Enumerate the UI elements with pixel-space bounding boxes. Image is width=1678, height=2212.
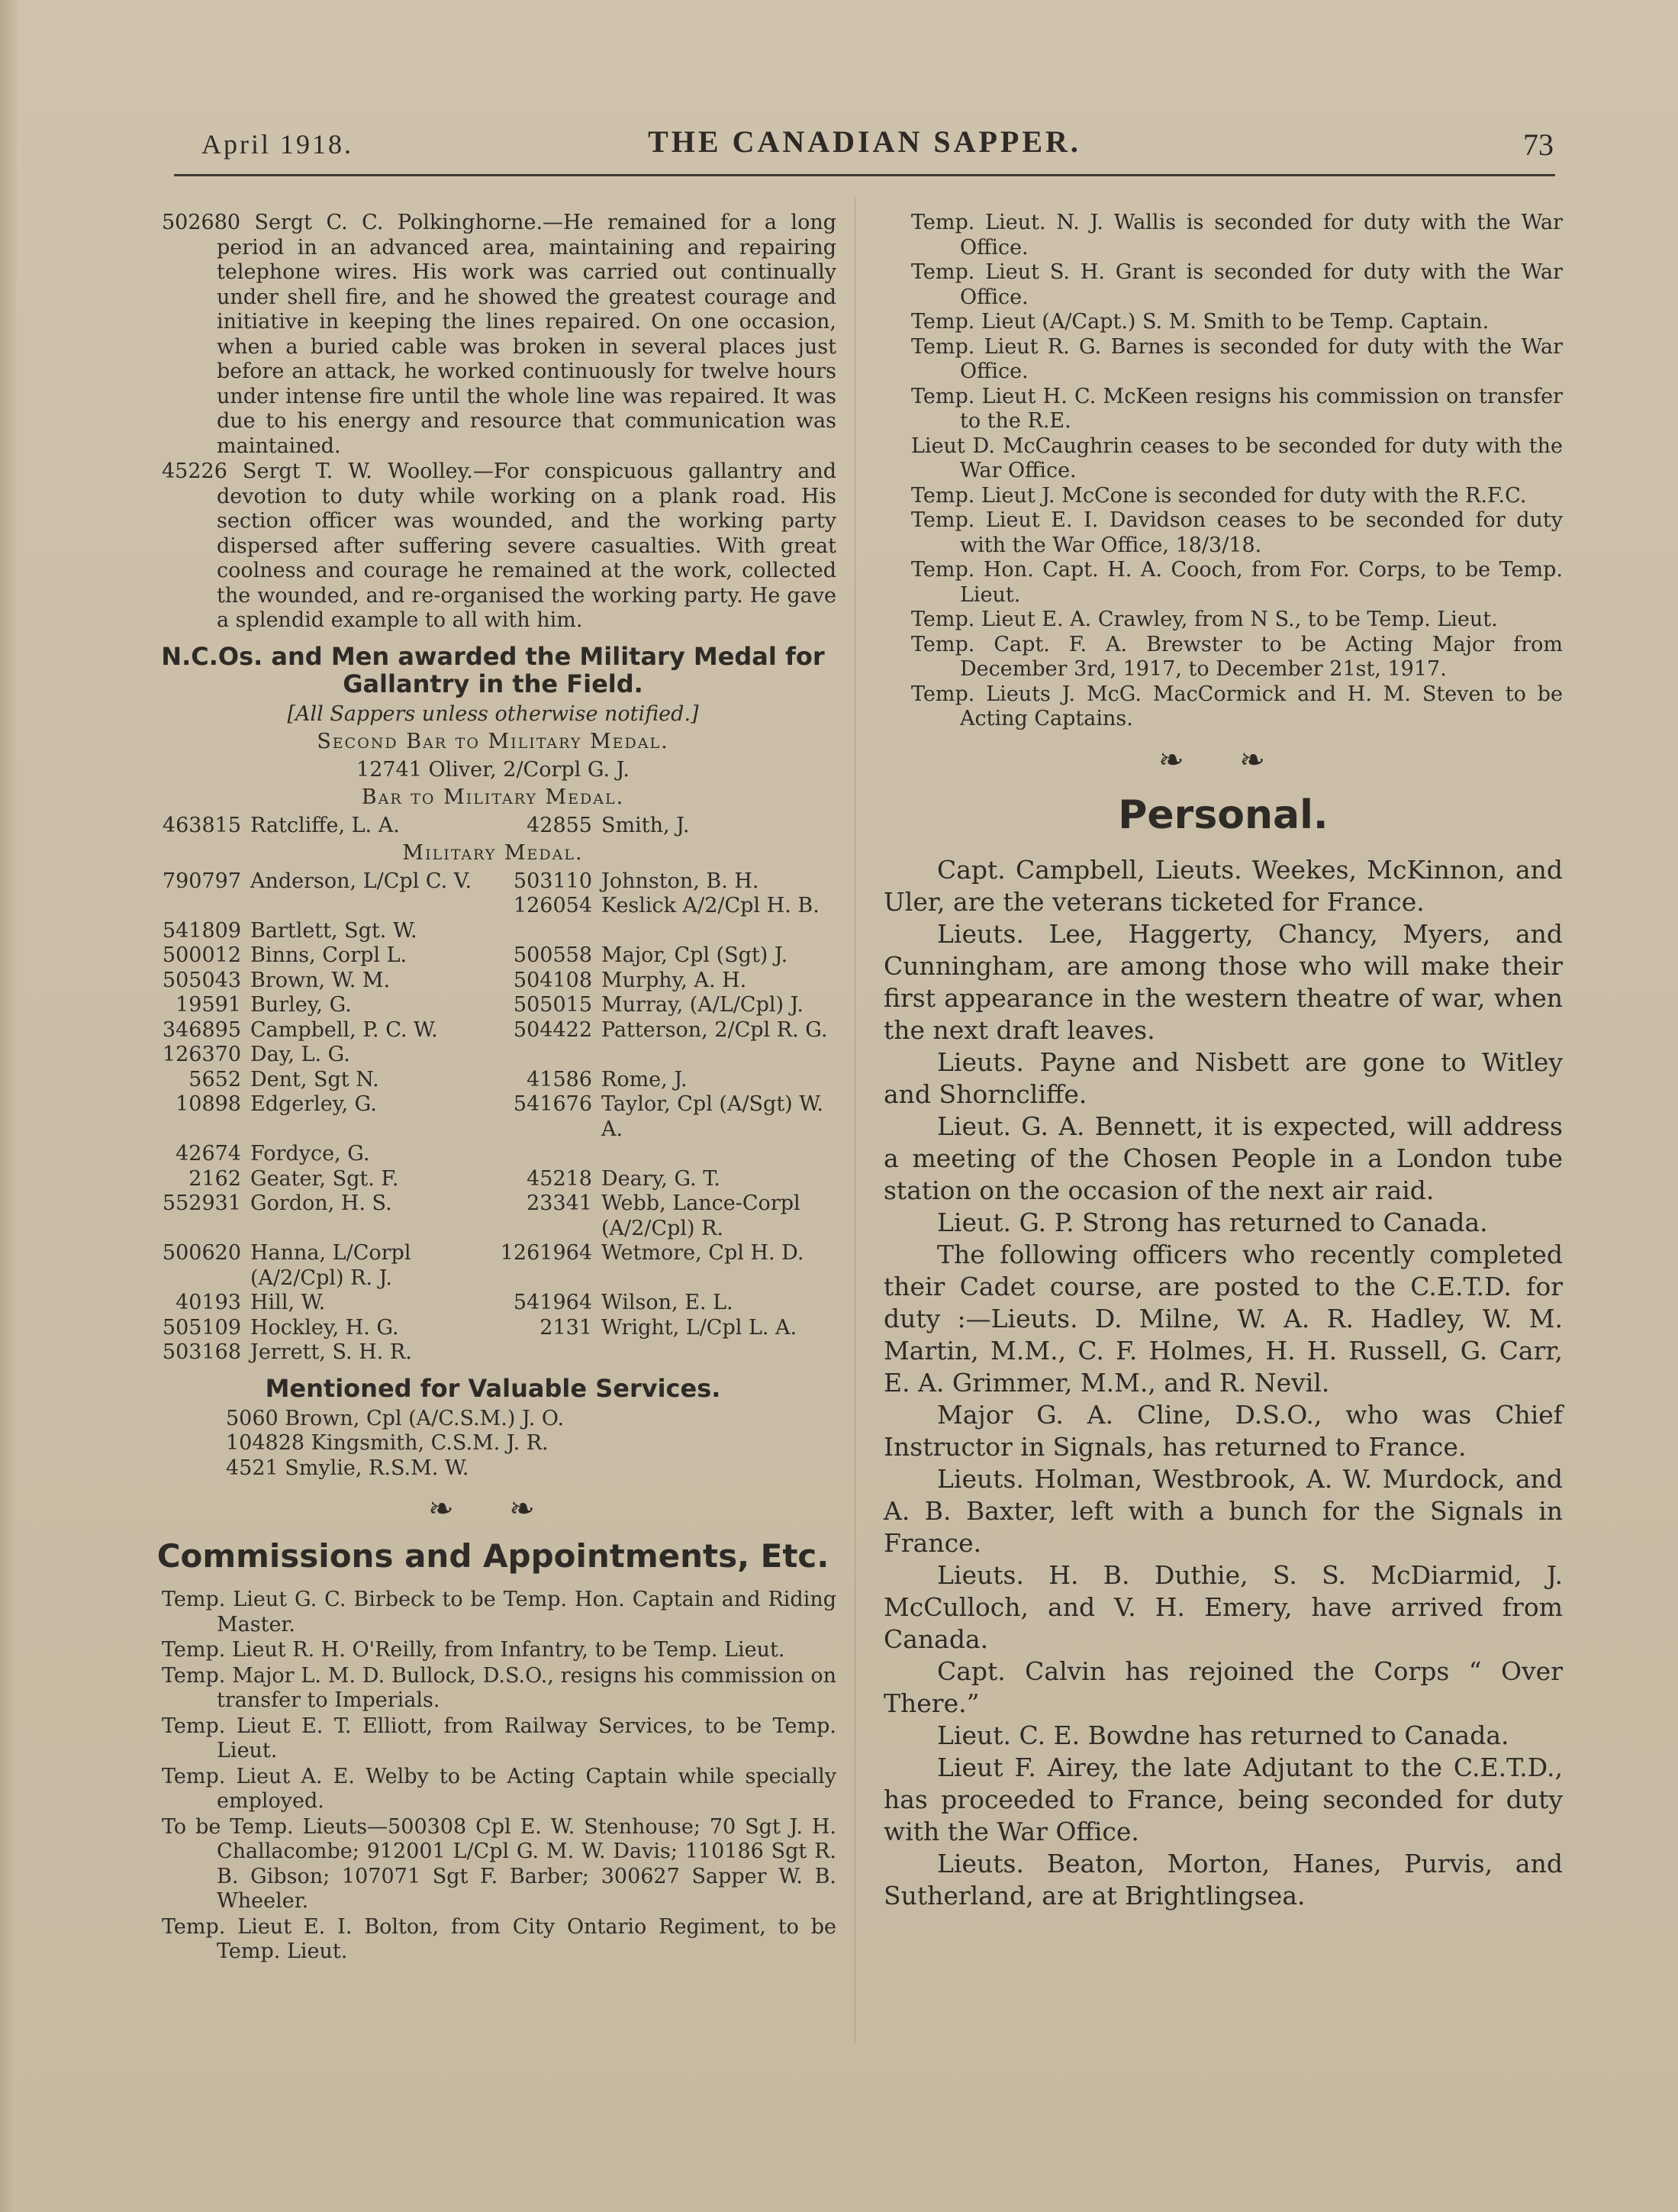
medal-cell-right (493, 919, 836, 944)
appointment-entry: Temp. Lieuts J. McG. MacCormick and H. M. Steven to be Acting Captains. (911, 682, 1563, 730)
recipient-name: Campbell, P. C. W. (250, 1017, 438, 1042)
recipient-name: Day, L. G. (250, 1043, 350, 1066)
service-number (493, 1340, 601, 1366)
personal-paragraph: Major G. A. Cline, D.S.O., who was Chief Instructor in Signals, has returned to France. (884, 1399, 1563, 1462)
appointment-entry: Temp. Lieut S. H. Grant is seconded for duty with the War Office. (911, 260, 1563, 309)
service-number: 126054 (513, 894, 592, 917)
recipient-name (601, 919, 836, 944)
service-number: 1261964 (500, 1241, 592, 1265)
service-number: 126370 (162, 1043, 241, 1066)
citation-polkinghorne: 502680 Sergt C. C. Polkinghorne.—He remained for a long period in an advanced area, maintaining and repairing telephone wires. His work was carried out continually under shell fire, and he showed the greatest courage and initiative in keeping the lines repaired. On one occasion, when a buried cable was broken in several places just before an attack, he worked continuously for twelve hours under intense fire until the whole line was repaired. It was due to his energy and resource that communication was maintained. (162, 211, 836, 458)
medal-cell-right (493, 993, 836, 1018)
appointment-entry: Temp. Lieut R. G. Barnes is seconded for duty with the War Office. (911, 334, 1563, 383)
commission-entry: Temp. Lieut A. E. Welby to be Acting Captain while specially employed. (162, 1764, 836, 1813)
appointment-entry: Temp. Lieut E. A. Crawley, from N S., to be Temp. Lieut. (911, 608, 1498, 631)
military-medal-heading: N.C.Os. and Men awarded the Military Medal for Gallantry in the Field. (161, 641, 825, 698)
recipient-name: Geater, Sgt. F. (250, 1166, 399, 1191)
personal-paragraph: The following officers who recently completed their Cadet course, are posted to the C.E.T.D. for duty :—Lieuts. D. Milne, W. A. R. Hadley, W. M. Martin, M.M., C. F. Holmes, H. H. Russell, G. Carr, E. A. Grimmer, M.M., and R. Nevil. (884, 1239, 1563, 1398)
recipient-name: Taylor, Cpl (A/Sgt) W. A. (601, 1092, 823, 1141)
medal-row (150, 1167, 836, 1192)
personal-paragraph: Capt. Campbell, Lieuts. Weekes, McKinnon, and Uler, are the veterans ticketed for France. (884, 854, 1563, 917)
service-number: 19591 (176, 993, 241, 1017)
header-rule (174, 174, 1555, 176)
recipient-name: Murray, (A/L/Cpl) J. (601, 993, 804, 1017)
service-number: 790797 (162, 869, 241, 893)
page-number: 73 (1523, 127, 1554, 162)
mentioned-entry: 104828 Kingsmith, C.S.M. J. R. (226, 1431, 549, 1455)
medal-cell-right (493, 1043, 836, 1068)
appointment-entry: Temp. Lieut H. C. McKeen resigns his commission on transfer to the R.E. (911, 384, 1563, 433)
appointment-entry: Temp. Lieut J. McCone is seconded for duty with the R.F.C. (911, 483, 1527, 508)
service-number: 40193 (176, 1291, 241, 1314)
recipient-name: Johnston, B. H. (601, 869, 759, 893)
recipient-name: Hanna, L/Corpl (A/2/Cpl) R. J. (250, 1241, 411, 1290)
service-number: 505109 (162, 1315, 241, 1340)
medal-cell-left (150, 1340, 493, 1366)
personal-paragraph: Lieut F. Airey, the late Adjutant to the C.E.T.D., has proceeded to France, being seconded for duty with the War Office. (884, 1752, 1563, 1846)
personal-paragraph: Lieuts. Payne and Nisbett are gone to Witley and Shorncliffe. (884, 1046, 1563, 1109)
recipient-name: Murphy, A. H. (601, 968, 747, 992)
recipient-name (601, 1142, 836, 1167)
medal-row (150, 1018, 836, 1043)
second-bar-entry: 12741 Oliver, 2/Corpl G. J. (356, 757, 630, 782)
medal-cell-right (493, 814, 836, 839)
appointment-entry: Lieut D. McCaughrin ceases to be seconded for duty with the War Office. (911, 434, 1563, 482)
medal-heading: Military Medal. (402, 841, 584, 865)
appointments-list (884, 211, 1563, 732)
medal-row (150, 1291, 836, 1316)
recipient-name: Ratcliffe, L. A. (250, 813, 400, 837)
personal-paragraph: Lieuts. Holman, Westbrook, A. W. Murdock, and A. B. Baxter, left with a bunch for the Signals in France. (884, 1463, 1563, 1558)
service-number: 10898 (176, 1092, 241, 1116)
personal-paragraph: Lieuts. Beaton, Morton, Hanes, Purvis, and Sutherland, are at Brightlingsea. (884, 1848, 1563, 1911)
medal-row (150, 1092, 836, 1142)
service-number: 504422 (513, 1017, 592, 1042)
commission-entry: Temp. Lieut G. C. Birbeck to be Temp. Hon. Captain and Riding Master. (162, 1588, 836, 1636)
medal-cell-left (150, 869, 493, 895)
medal-cell-left (150, 969, 493, 994)
service-number: 541676 (513, 1092, 592, 1116)
service-number (150, 894, 250, 919)
medal-cell-left (150, 1068, 493, 1093)
recipient-name (601, 1043, 836, 1068)
medal-cell-right (493, 1018, 836, 1043)
service-number: 552931 (162, 1191, 241, 1215)
service-number: 45218 (527, 1166, 592, 1191)
bar-list (150, 814, 836, 839)
recipient-name (601, 1340, 836, 1366)
medal-cell-right (493, 1191, 836, 1241)
medal-cell-left (150, 894, 493, 919)
service-number: 2131 (539, 1315, 592, 1340)
personal-paragraph: Lieuts. H. B. Duthie, S. S. McDiarmid, J. McCulloch, and V. H. Emery, have arrived from Canada. (884, 1559, 1563, 1654)
medal-row (150, 993, 836, 1018)
sappers-note: [All Sappers unless otherwise notified.] (287, 701, 699, 726)
medal-row (150, 869, 836, 895)
recipient-name: Rome, J. (601, 1067, 688, 1091)
medal-row (150, 919, 836, 944)
recipient-name: Wetmore, Cpl H. D. (601, 1241, 804, 1265)
service-number: 503110 (513, 869, 592, 893)
right-column (884, 211, 1563, 1912)
medal-row (150, 969, 836, 994)
medal-cell-left (150, 814, 493, 839)
medal-cell-right (493, 1142, 836, 1167)
recipient-name (250, 894, 493, 919)
fleuron-ornament-right: ❧ ❧ (1158, 742, 1288, 778)
recipient-name: Smith, J. (601, 813, 690, 837)
mentioned-list (150, 1407, 836, 1482)
commissions-heading: Commissions and Appointments, Etc. (156, 1537, 829, 1575)
recipient-name: Dent, Sgt N. (250, 1067, 379, 1091)
mentioned-heading: Mentioned for Valuable Services. (265, 1373, 721, 1403)
service-number: 500012 (162, 943, 241, 967)
appointment-entry: Temp. Lieut (A/Capt.) S. M. Smith to be Temp. Captain. (911, 310, 1490, 334)
medal-cell-left (150, 993, 493, 1018)
commission-entry: Temp. Lieut R. H. O'Reilly, from Infantry, to be Temp. Lieut. (162, 1638, 785, 1662)
appointment-entry: Temp. Hon. Capt. H. A. Cooch, from For. Corps, to be Temp. Lieut. (911, 558, 1563, 607)
medal-row (150, 1241, 836, 1291)
commission-entry: Temp. Major L. M. D. Bullock, D.S.O., resigns his commission on transfer to Imperials. (162, 1663, 836, 1712)
commissions-list (150, 1588, 836, 1965)
medal-cell-left (150, 943, 493, 969)
recipient-name: Burley, G. (250, 993, 352, 1017)
medal-cell-right (493, 1291, 836, 1316)
medal-cell-right (493, 1316, 836, 1341)
bar-heading: Bar to Military Medal. (361, 785, 625, 809)
personal-paragraph: Lieuts. Lee, Haggerty, Chancy, Myers, and Cunningham, are among those who will make their first appearance in the western theatre of war, when the next draft leaves. (884, 918, 1563, 1045)
appointment-entry: Temp. Lieut E. I. Davidson ceases to be seconded for duty with the War Office, 18/3/18. (911, 508, 1563, 557)
mentioned-entry: 4521 Smylie, R.S.M. W. (226, 1456, 469, 1480)
service-number: 42855 (527, 813, 592, 837)
medal-cell-right (493, 1340, 836, 1366)
medal-list (150, 869, 836, 1366)
fleuron-ornament: ❧ ❧ (428, 1491, 558, 1527)
page-header (174, 122, 1555, 168)
service-number: 500558 (513, 943, 592, 967)
recipient-name: Hockley, H. G. (250, 1315, 399, 1340)
medal-row (150, 1340, 836, 1366)
medal-cell-left (150, 1291, 493, 1316)
recipient-name: Gordon, H. S. (250, 1191, 392, 1215)
recipient-name: Wilson, E. L. (601, 1291, 733, 1314)
citation-woolley: 45226 Sergt T. W. Woolley.—For conspicuous gallantry and devotion to duty while working on a plank road. His section officer was wounded, and the working party dispersed after suffering severe casualties. With great coolness and courage he remained at the work, collected the wounded, and re-organised the working party. He gave a splendid example to all with him. (162, 459, 836, 632)
second-bar-heading: Second Bar to Military Medal. (317, 730, 669, 753)
medal-row (150, 1316, 836, 1341)
medal-cell-left (150, 1142, 493, 1167)
recipient-name: Wright, L/Cpl L. A. (601, 1315, 797, 1340)
recipient-name: Anderson, L/Cpl C. V. (250, 869, 472, 893)
service-number: 505043 (162, 968, 241, 992)
recipient-name: Major, Cpl (Sgt) J. (601, 943, 788, 967)
recipient-name: Edgerley, G. (250, 1092, 377, 1116)
recipient-name: Binns, Corpl L. (250, 943, 407, 967)
medal-cell-left (150, 1043, 493, 1068)
recipient-name: Jerrett, S. H. R. (250, 1340, 412, 1364)
service-number: 504108 (513, 968, 592, 992)
appointment-entry: Temp. Lieut. N. J. Wallis is seconded for duty with the War Office. (911, 211, 1563, 260)
page-edge-shadow (0, 0, 17, 2212)
medal-cell-right (493, 969, 836, 994)
medal-cell-right (493, 1092, 836, 1142)
medal-cell-left (150, 1018, 493, 1043)
commission-entry: To be Temp. Lieuts—500308 Cpl E. W. Stenhouse; 70 Sgt J. H. Challacombe; 912001 L/Cpl G. M. W. Davis; 110186 Sgt R. B. Gibson; 107071 Sgt F. Barber; 300627 Sapper W. B. Wheeler. (162, 1814, 836, 1913)
medal-cell-left (150, 1316, 493, 1341)
medal-cell-right (493, 894, 836, 919)
recipient-name: Fordyce, G. (250, 1142, 370, 1166)
medal-cell-right (493, 1068, 836, 1093)
recipient-name: Patterson, 2/Cpl R. G. (601, 1017, 828, 1042)
header-date: April 1918. (201, 129, 353, 160)
medal-cell-left (150, 1241, 493, 1291)
medal-cell-right (493, 943, 836, 969)
service-number (493, 1043, 601, 1068)
personal-paragraph: Lieut. C. E. Bowdne has returned to Canada. (937, 1720, 1509, 1750)
service-number: 541809 (162, 918, 241, 943)
personal-list (884, 854, 1563, 1912)
mentioned-entry: 5060 Brown, Cpl (A/C.S.M.) J. O. (226, 1406, 565, 1430)
recipient-name: Keslick A/2/Cpl H. B. (601, 894, 820, 917)
service-number: 500620 (162, 1241, 241, 1265)
service-number: 5652 (188, 1067, 241, 1091)
commission-entry: Temp. Lieut E. I. Bolton, from City Ontario Regiment, to be Temp. Lieut. (162, 1914, 836, 1963)
medal-row (150, 1191, 836, 1241)
service-number: 346895 (162, 1017, 241, 1042)
service-number: 23341 (527, 1191, 592, 1215)
medal-cell-left (150, 1191, 493, 1241)
service-number: 42674 (176, 1142, 241, 1166)
service-number: 41586 (527, 1067, 592, 1091)
medal-cell-left (150, 1167, 493, 1192)
personal-paragraph: Lieut. G. A. Bennett, it is expected, will address a meeting of the Chosen People in a London tube station on the occasion of the next air raid. (884, 1111, 1563, 1205)
medal-cell-right (493, 869, 836, 895)
service-number (493, 919, 601, 944)
recipient-name: Bartlett, Sgt. W. (250, 918, 417, 943)
recipient-name: Deary, G. T. (601, 1166, 720, 1191)
personal-paragraph: Capt. Calvin has rejoined the Corps “ Over There.” (884, 1656, 1563, 1718)
medal-row (150, 814, 836, 839)
personal-paragraph: Lieut. G. P. Strong has returned to Canada. (937, 1207, 1488, 1237)
medal-row (150, 1043, 836, 1068)
medal-cell-left (150, 1092, 493, 1142)
service-number (493, 1142, 601, 1167)
service-number: 505015 (513, 993, 592, 1017)
medal-cell-right (493, 1241, 836, 1291)
medal-row (150, 894, 836, 919)
service-number: 463815 (162, 813, 241, 837)
recipient-name: Brown, W. M. (250, 968, 391, 992)
left-column (150, 211, 836, 1965)
medal-cell-right (493, 1167, 836, 1192)
recipient-name: Hill, W. (250, 1291, 326, 1314)
service-number: 2162 (188, 1166, 241, 1191)
medal-row (150, 1068, 836, 1093)
service-number: 541964 (513, 1291, 592, 1314)
appointment-entry: Temp. Capt. F. A. Brewster to be Acting Major from December 3rd, 1917, to December 21st, 1917. (911, 632, 1563, 681)
personal-heading: Personal. (1118, 792, 1329, 838)
recipient-name: Webb, Lance-Corpl (A/2/Cpl) R. (601, 1191, 800, 1240)
service-number: 503168 (162, 1340, 241, 1364)
publication-title: THE CANADIAN SAPPER. (648, 124, 1081, 159)
medal-row (150, 1142, 836, 1167)
medal-row (150, 943, 836, 969)
commission-entry: Temp. Lieut E. T. Elliott, from Railway Services, to be Temp. Lieut. (162, 1714, 836, 1762)
medal-cell-left (150, 919, 493, 944)
